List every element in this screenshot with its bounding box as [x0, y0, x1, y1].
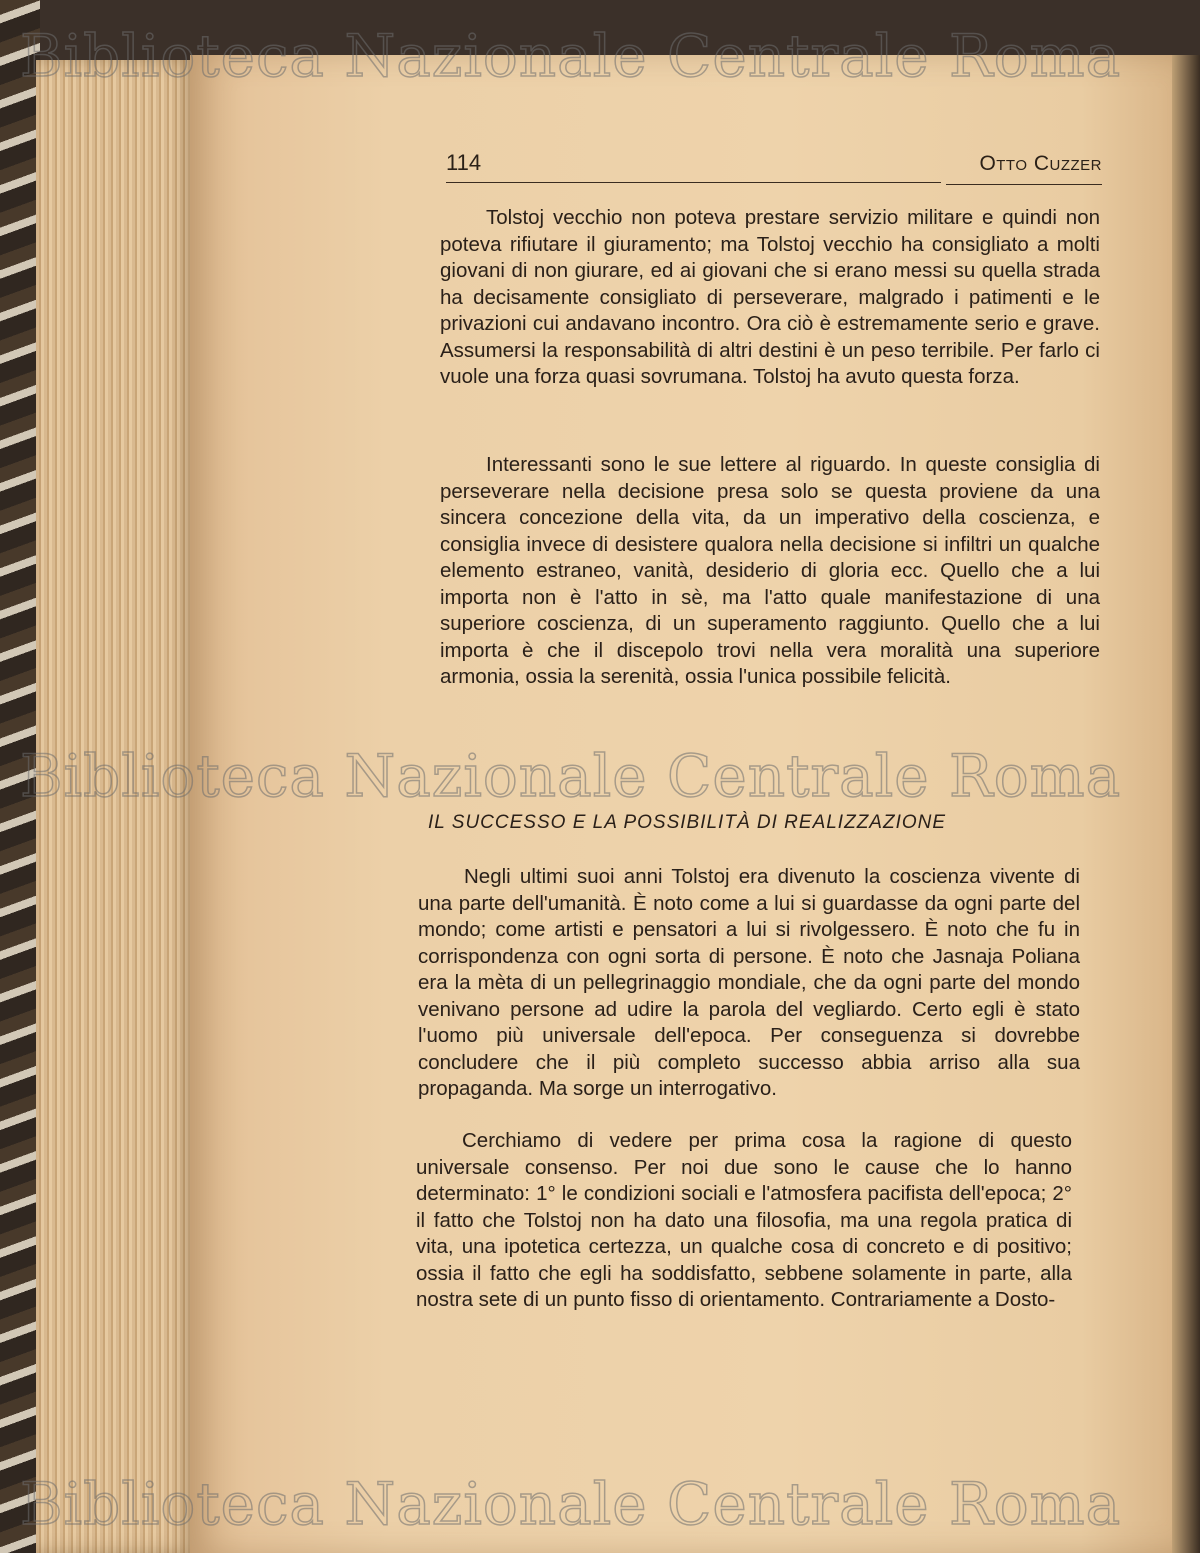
watermark-middle: Biblioteca Nazionale Centrale Roma: [20, 742, 1122, 810]
section-title: IL SUCCESSO E LA POSSIBILITÀ DI REALIZZAZIONE: [428, 812, 947, 833]
paragraph: Negli ultimi suoi anni Tolstoj era divenuto la coscienza vivente di una parte dell'umanità. È noto come a lui si guardasse da ogni parte del mondo; come artisti e pensatori a lui si rivolgessero. È noto che fu in corrispondenza con ogni sorta di persone. È noto che Jasnaja Poliana era la mèta di un pellegrinaggio mondiale, che da ogni parte del mondo venivano persone ad udire la parola del vegliardo. Certo egli è stato l'uomo più universale dell'epoca. Per conseguenza si dovrebbe concludere che il più completo successo abbia arriso alla sua propaganda. Ma sorge un interrogativo.: [418, 865, 1080, 1100]
page-header: [446, 150, 1102, 190]
text-block-1: [440, 205, 1100, 397]
running-head: Otto Cuzzer: [979, 152, 1102, 175]
paragraph: Interessanti sono le sue lettere al riguardo. In queste consiglia di perseverare nella decisione presa solo se questa proviene da una sincera concezione della vita, da un imperativo della coscienza, e consiglia invece di desistere qualora nella decisione si infiltri un qualche elemento estraneo, vanità, desiderio di gloria ecc. Quello che a lui importa non è l'atto in sè, ma l'atto quale manifestazione di una superiore coscienza, di un superamento raggiunto. Quello che a lui importa è che il discepolo trovi nella vera moralità una superiore armonia, ossia la serenità, ossia l'unica possibile felicità.: [440, 453, 1100, 688]
text-block-2: [440, 452, 1100, 697]
watermark-top: Biblioteca Nazionale Centrale Roma: [20, 22, 1122, 90]
paragraph: Cerchiamo di vedere per prima cosa la ragione di questo universale consenso. Per noi due sono le cause che lo hanno determinato: 1° le condizioni sociali e l'atmosfera pacifista dell'epoca; 2° il fatto che Tolstoj non ha dato una filosofia, ma una regola pratica di vita, una ipotetica certezza, un qualche cosa di concreto e di positivo; ossia il fatto che egli ha soddisfatto, sebbene solamente in parte, alla nostra sete di un punto fisso di orientamento. Contrariamente a Dosto-: [416, 1129, 1072, 1311]
paragraph: Tolstoj vecchio non poteva prestare servizio militare e quindi non poteva rifiutare il giuramento; ma Tolstoj vecchio ha consigliato a molti giovani di non giurare, ed ai giovani che si erano messi su quella strada ha decisamente consigliato di perseverare, malgrado i patimenti e le privazioni cui andavano incontro. Ora ciò è estremamente serio e grave. Assumersi la responsabilità di altri destini è un peso terribile. Per farlo ci vuole una forza quasi sovrumana. Tolstoj ha avuto questa forza.: [440, 206, 1100, 388]
header-rule-right: [946, 184, 1102, 185]
page-number: 114: [446, 150, 482, 175]
text-block-3: [418, 864, 1080, 1109]
header-rule: [446, 182, 941, 183]
watermark-bottom: Biblioteca Nazionale Centrale Roma: [20, 1470, 1122, 1538]
text-block-4: [416, 1128, 1072, 1320]
